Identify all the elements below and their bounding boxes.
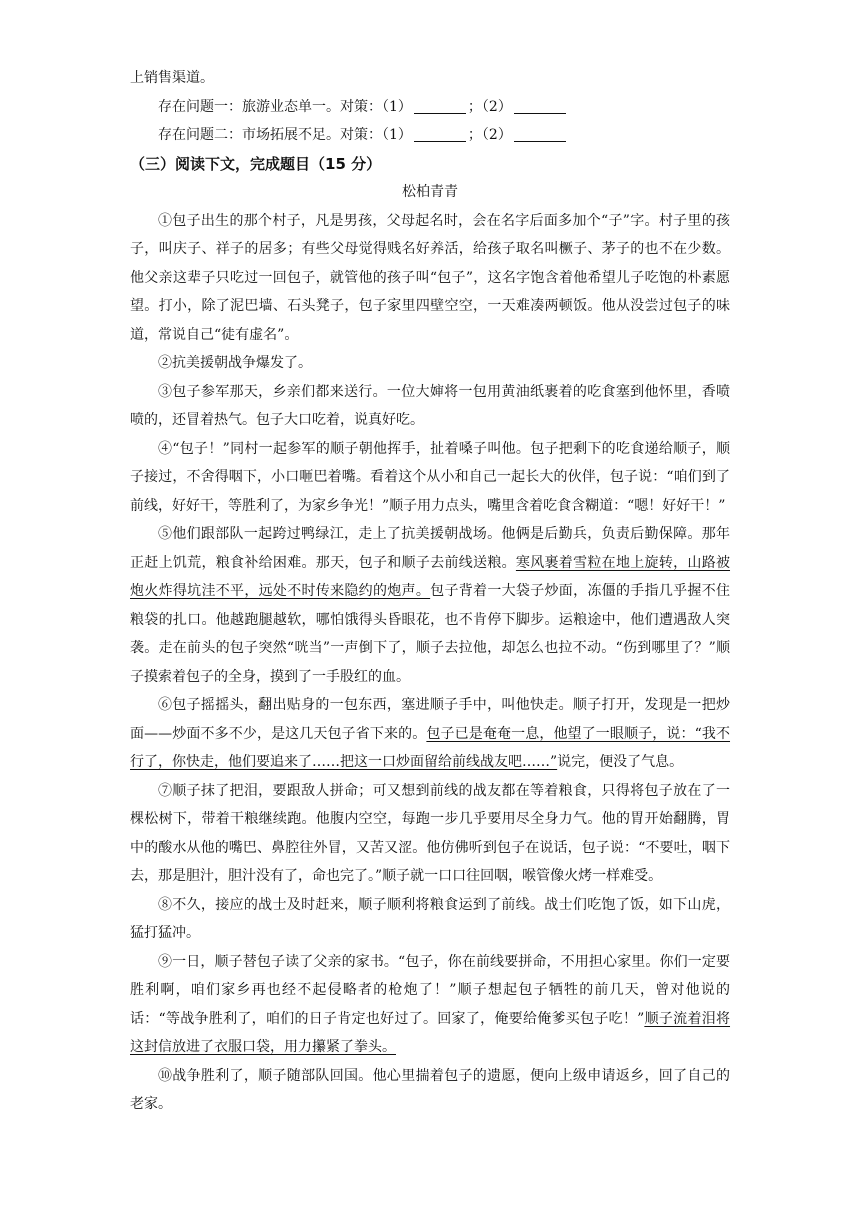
problem-one-line bbox=[130, 93, 730, 122]
document-page bbox=[130, 64, 730, 1119]
paragraph-9 bbox=[130, 948, 730, 1062]
paragraph-6 bbox=[130, 691, 730, 777]
paragraph-8: ⑧不久，接应的战士及时赶来，顺子顺利将粮食运到了前线。战士们吃饱了饭，如下山虎，猛打猛冲。 bbox=[130, 896, 730, 941]
paragraph-4: ④“包子！”同村一起参军的顺子朝他挥手，扯着嗓子叫他。包子把剩下的吃食递给顺子，顺子接过，不舍得咽下，小口咂巴着嘴。看着这个从小和自己一起长大的伙伴，包子说：“咱们到了前线，好好干，等胜利了，为家乡争光！”顺子用力点头，嘴里含着吃食含糊道：“嗯！好好干！” bbox=[130, 440, 730, 514]
carry-over-line: 上销售渠道。 bbox=[130, 70, 214, 86]
answer-blank-1-2[interactable] bbox=[514, 97, 566, 114]
answer-blank-1-1[interactable] bbox=[414, 97, 466, 114]
paragraph-2: ②抗美援朝战争爆发了。 bbox=[158, 355, 312, 371]
paragraph-10: ⑩战争胜利了，顺子随部队回国。他心里揣着包子的遗愿，便向上级申请返乡，回了自己的老家。 bbox=[130, 1067, 730, 1112]
answer-blank-2-2[interactable] bbox=[514, 125, 566, 142]
paragraph-6-underlined: 包子已是奄奄一息，他望了一眼顺子，说：“我不行了，你快走，他们要追来了……把这一口炒面留给前线战友吧……” bbox=[130, 725, 731, 770]
section-heading: （三）阅读下文，完成题目（15 分） bbox=[130, 154, 382, 173]
article-title: 松柏青青 bbox=[402, 184, 458, 200]
problem-one-separator: ；（2） bbox=[467, 98, 512, 115]
problem-two-label: 存在问题二：市场拓展不足。对策：（1） bbox=[158, 127, 412, 143]
paragraph-6-text-b: 说完，便没了气息。 bbox=[557, 754, 684, 770]
problem-one-label: 存在问题一：旅游业态单一。对策：（1） bbox=[158, 98, 412, 115]
answer-blank-2-1[interactable] bbox=[414, 125, 466, 142]
paragraph-5 bbox=[130, 520, 730, 691]
paragraph-1: ①包子出生的那个村子，凡是男孩，父母起名时，会在名字后面多加个“子”字。村子里的孩子，叫庆子、祥子的居多；有些父母觉得贱名好养活，给孩子取名叫橛子、茅子的也不在少数。他父亲这辈子只吃过一回包子，就管他的孩子叫“包子”，这名字饱含着他希望儿子吃饱的朴素愿望。打小，除了泥巴墙、石头凳子，包子家里四壁空空，一天难凑两顿饭。他从没尝过包子的味道，常说自己“徒有虚名”。 bbox=[130, 212, 730, 343]
paragraph-6-text-a: ⑥包子摇摇头，翻出贴身的一包东西，塞进顺子手中，叫他快走。顺子打开，发现是一把炒面——炒面不多不少，是这几天包子省下来的。 bbox=[130, 697, 730, 742]
paragraph-5-text-a: ⑤他们跟部队一起跨过鸭绿江，走上了抗美援朝战场。他俩是后勤兵，负责后勤保障。那年正赶上饥荒，粮食补给困难。那天，包子和顺子去前线送粮。 bbox=[130, 526, 730, 571]
paragraph-9-text-a: ⑨一日，顺子替包子读了父亲的家书。“包子，你在前线要拼命，不用担心家里。你们一定要胜利啊，咱们家乡再也经不起侵略者的枪炮了！”顺子想起包子牺牲的前几天，曾对他说的话：“等战争胜利了，咱们的日子肯定也好过了。回家了，俺要给俺爹买包子吃！” bbox=[130, 953, 730, 1027]
paragraph-5-underlined: 寒风裹着雪粒在地上旋转，山路被炮火炸得坑洼不平，远处不时传来隐约的炮声。 bbox=[130, 554, 731, 599]
problem-two-line bbox=[130, 121, 730, 150]
paragraph-9-underlined: 顺子流着泪将这封信放进了衣服口袋，用力攥紧了拳头。 bbox=[130, 1010, 731, 1055]
problem-two-separator: ；（2） bbox=[467, 127, 512, 143]
paragraph-3: ③包子参军那天，乡亲们都来送行。一位大婶将一包用黄油纸裹着的吃食塞到他怀里，香喷喷的，还冒着热气。包子大口吃着，说真好吃。 bbox=[130, 383, 730, 428]
paragraph-7: ⑦顺子抹了把泪，要跟敌人拼命；可又想到前线的战友都在等着粮食，只得将包子放在了一棵松树下，带着干粮继续跑。他腹内空空，每跑一步几乎要用尽全身力气。他的胃开始翻腾，胃中的酸水从他的嘴巴、鼻腔往外冒，又苦又涩。他仿佛听到包子在说话，包子说：“不要吐，咽下去，那是胆汁，胆汁没有了，命也完了。”顺子就一口口往回咽，喉管像火烤一样难受。 bbox=[130, 782, 730, 884]
paragraph-5-text-b: 包子背着一大袋子炒面，冻僵的手指几乎握不住粮袋的扎口。他越跑腿越软，哪怕饿得头昏眼花，也不肯停下脚步。运粮途中，他们遭遇敌人突袭。走在前头的包子突然“咣当”一声倒下了，顺子去拉他，却怎么也拉不动。“伤到哪里了？”顺子摸索着包子的全身，摸到了一手股红的血。 bbox=[130, 583, 731, 685]
